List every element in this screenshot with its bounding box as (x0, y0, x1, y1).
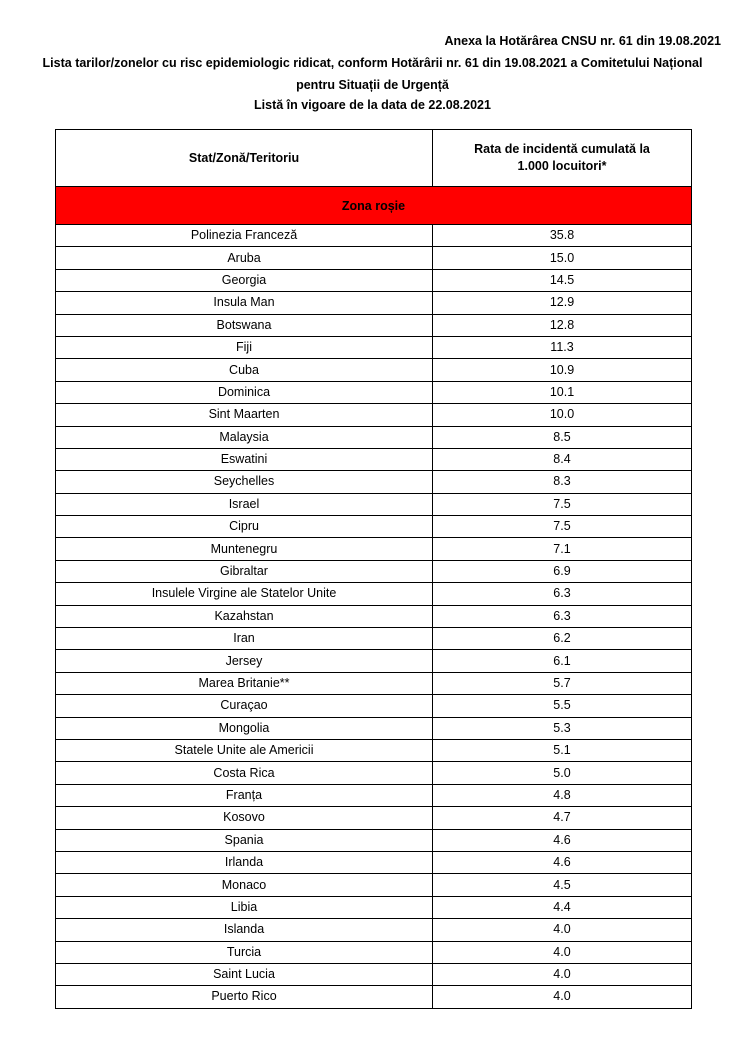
table-row (56, 762, 692, 784)
zone-row (56, 187, 692, 225)
country-name: Muntenegru (56, 538, 433, 560)
table-row (56, 807, 692, 829)
country-name: Botswana (56, 314, 433, 336)
country-name: Costa Rica (56, 762, 433, 784)
column-header-incidence-rate: Rata de incidentă cumulată la 1.000 locuitori* (433, 130, 692, 187)
country-name: Dominica (56, 381, 433, 403)
table-row (56, 583, 692, 605)
country-name: Iran (56, 628, 433, 650)
table-row (56, 381, 692, 403)
table-row (56, 516, 692, 538)
table-row (56, 963, 692, 985)
incidence-rate: 15.0 (433, 247, 692, 269)
country-name: Israel (56, 493, 433, 515)
country-name: Fiji (56, 336, 433, 358)
incidence-rate: 4.0 (433, 941, 692, 963)
incidence-rate: 5.1 (433, 739, 692, 761)
table-row (56, 538, 692, 560)
incidence-rate: 10.1 (433, 381, 692, 403)
incidence-rate: 5.5 (433, 695, 692, 717)
incidence-rate: 5.0 (433, 762, 692, 784)
incidence-rate: 6.9 (433, 560, 692, 582)
table-row (56, 739, 692, 761)
incidence-rate: 4.4 (433, 896, 692, 918)
country-name: Franța (56, 784, 433, 806)
incidence-rate: 35.8 (433, 225, 692, 247)
country-name: Jersey (56, 650, 433, 672)
table-row (56, 986, 692, 1008)
table-row (56, 605, 692, 627)
table-row (56, 874, 692, 896)
country-name: Saint Lucia (56, 963, 433, 985)
incidence-rate: 5.7 (433, 672, 692, 694)
risk-countries-table (55, 129, 692, 1009)
incidence-rate: 11.3 (433, 336, 692, 358)
table-row (56, 493, 692, 515)
country-name: Cuba (56, 359, 433, 381)
incidence-rate: 4.0 (433, 919, 692, 941)
country-name: Aruba (56, 247, 433, 269)
table-row (56, 717, 692, 739)
list-title: Lista tarilor/zonelor cu risc epidemiologic ridicat, conform Hotărârii nr. 61 din 19.08.2021 a Comitetului Național (42, 56, 703, 70)
incidence-rate: 10.0 (433, 404, 692, 426)
table-row (56, 896, 692, 918)
country-name: Puerto Rico (56, 986, 433, 1008)
table-row (56, 695, 692, 717)
table-row (56, 560, 692, 582)
incidence-rate: 4.8 (433, 784, 692, 806)
zone-label: Zona roșie (56, 187, 692, 225)
country-name: Malaysia (56, 426, 433, 448)
table-row (56, 448, 692, 470)
country-name: Libia (56, 896, 433, 918)
incidence-rate: 8.3 (433, 471, 692, 493)
table-row (56, 672, 692, 694)
incidence-rate: 4.0 (433, 963, 692, 985)
country-name: Polinezia Franceză (56, 225, 433, 247)
table-row (56, 359, 692, 381)
incidence-rate: 6.3 (433, 605, 692, 627)
country-name: Sint Maarten (56, 404, 433, 426)
country-name: Seychelles (56, 471, 433, 493)
table-row (56, 650, 692, 672)
incidence-rate: 4.7 (433, 807, 692, 829)
incidence-rate: 10.9 (433, 359, 692, 381)
country-name: Turcia (56, 941, 433, 963)
country-name: Kazahstan (56, 605, 433, 627)
table-row (56, 269, 692, 291)
table-row (56, 314, 692, 336)
incidence-rate: 8.5 (433, 426, 692, 448)
table-row (56, 471, 692, 493)
country-name: Insulele Virgine ale Statelor Unite (56, 583, 433, 605)
incidence-rate: 4.6 (433, 851, 692, 873)
incidence-rate: 6.1 (433, 650, 692, 672)
country-name: Statele Unite ale Americii (56, 739, 433, 761)
table-row (56, 941, 692, 963)
country-name: Eswatini (56, 448, 433, 470)
country-name: Kosovo (56, 807, 433, 829)
incidence-rate: 5.3 (433, 717, 692, 739)
incidence-rate: 4.5 (433, 874, 692, 896)
country-name: Monaco (56, 874, 433, 896)
country-name: Gibraltar (56, 560, 433, 582)
table-row (56, 426, 692, 448)
list-title-continued: pentru Situații de Urgență (296, 78, 449, 92)
table-row (56, 628, 692, 650)
incidence-rate: 8.4 (433, 448, 692, 470)
incidence-rate: 4.0 (433, 986, 692, 1008)
country-name: Mongolia (56, 717, 433, 739)
country-name: Irlanda (56, 851, 433, 873)
country-name: Insula Man (56, 292, 433, 314)
column-header-country: Stat/Zonă/Teritoriu (56, 130, 433, 187)
incidence-rate: 4.6 (433, 829, 692, 851)
country-name: Spania (56, 829, 433, 851)
incidence-rate: 14.5 (433, 269, 692, 291)
table-row (56, 919, 692, 941)
validity-date: Listă în vigoare de la data de 22.08.2021 (254, 98, 491, 112)
incidence-rate: 12.8 (433, 314, 692, 336)
table-row (56, 404, 692, 426)
incidence-rate: 7.5 (433, 516, 692, 538)
table-row (56, 829, 692, 851)
incidence-rate: 12.9 (433, 292, 692, 314)
table-row (56, 851, 692, 873)
incidence-rate: 7.1 (433, 538, 692, 560)
country-name: Islanda (56, 919, 433, 941)
incidence-rate: 6.3 (433, 583, 692, 605)
table-row (56, 292, 692, 314)
table-row (56, 784, 692, 806)
table-row (56, 247, 692, 269)
country-name: Marea Britanie** (56, 672, 433, 694)
country-name: Georgia (56, 269, 433, 291)
table-header-row (56, 130, 692, 187)
table-row (56, 336, 692, 358)
country-name: Curaçao (56, 695, 433, 717)
annex-reference: Anexa la Hotărârea CNSU nr. 61 din 19.08.2021 (444, 34, 721, 48)
incidence-rate: 6.2 (433, 628, 692, 650)
table-row (56, 225, 692, 247)
country-name: Cipru (56, 516, 433, 538)
incidence-rate: 7.5 (433, 493, 692, 515)
